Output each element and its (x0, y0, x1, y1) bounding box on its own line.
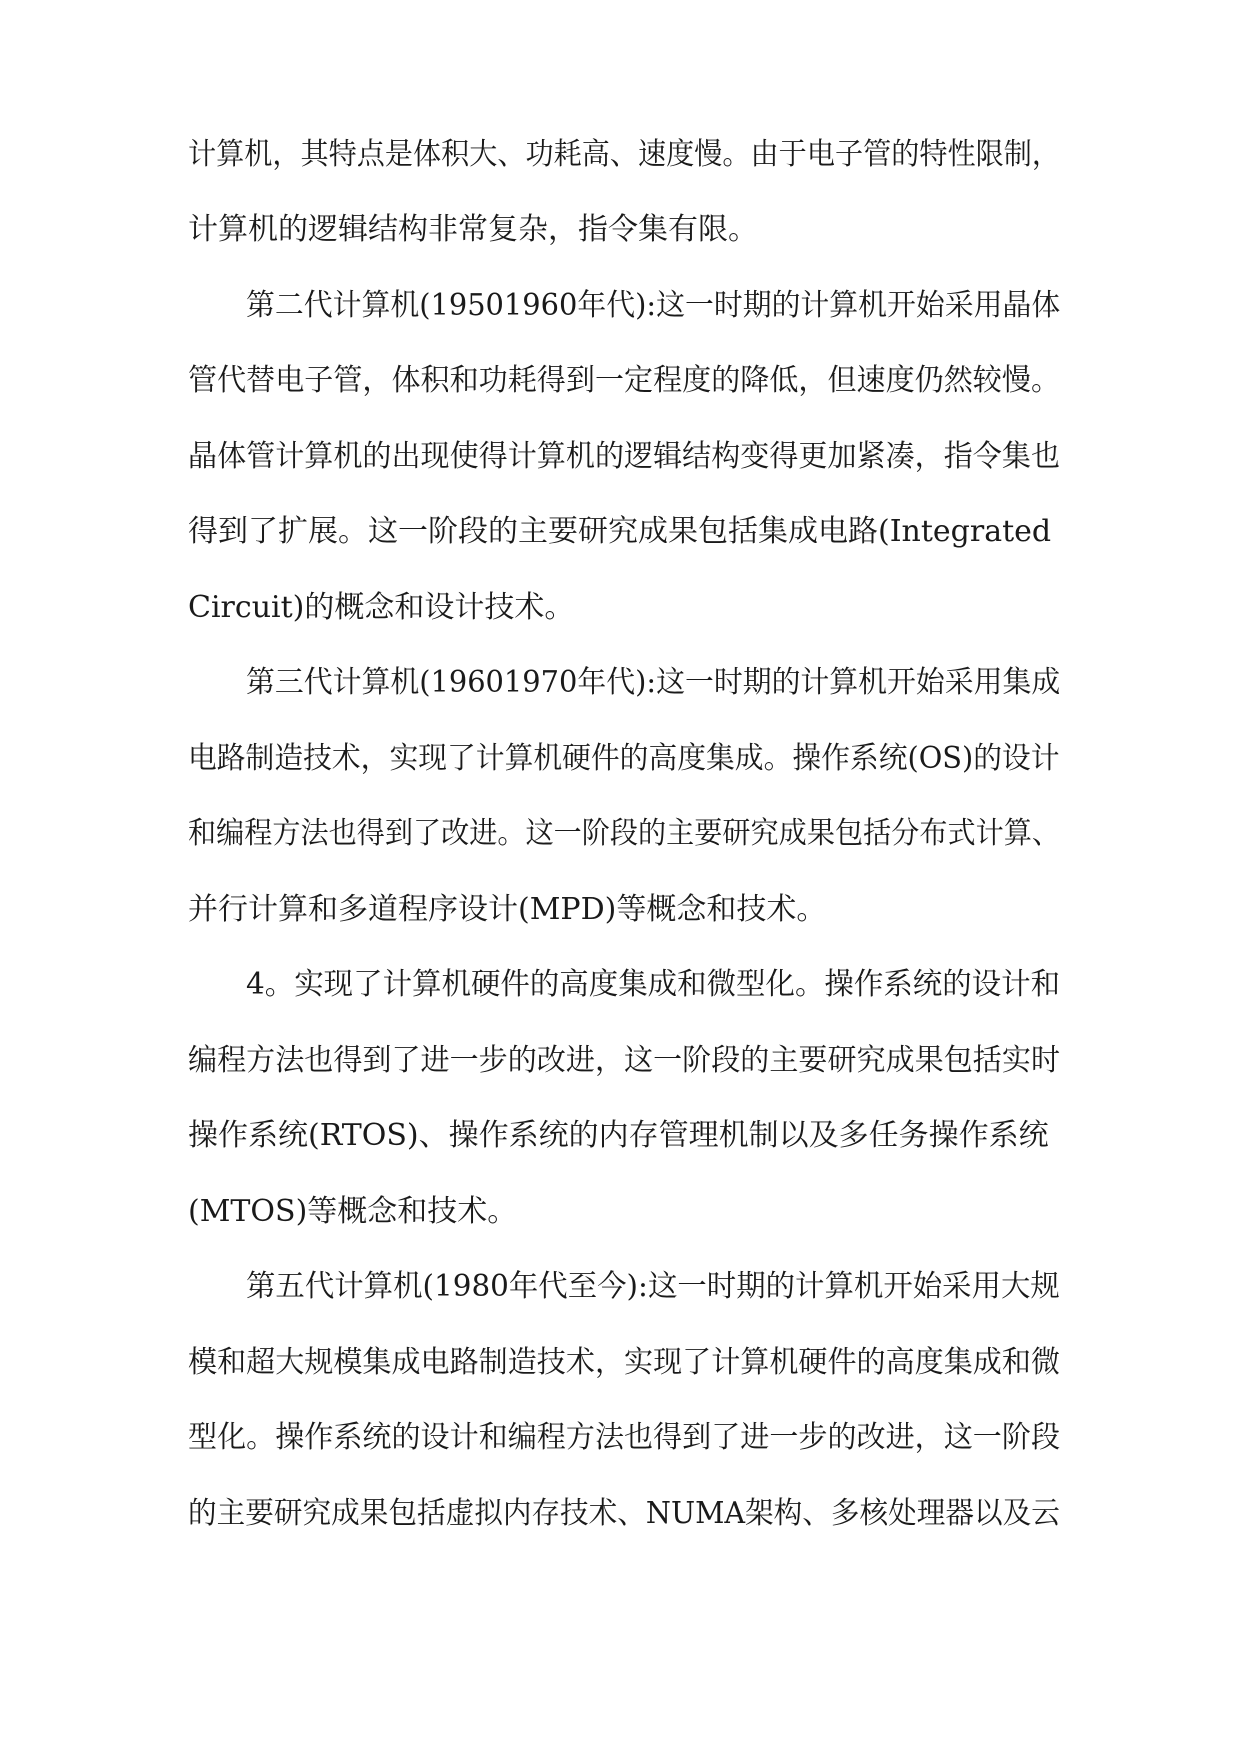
text-line: 型化。操作系统的设计和编程方法也得到了进一步的改进，这一阶段 (188, 1420, 1061, 1455)
text-line: (MTOS)等概念和技术。 (188, 1194, 518, 1229)
text-line: 计算机，其特点是体积大、功耗高、速度慢。由于电子管的特性限制， (188, 137, 1060, 172)
text-line: 编程方法也得到了进一步的改进，这一阶段的主要研究成果包括实时 (188, 1043, 1061, 1078)
paragraph-start-line: 4。实现了计算机硬件的高度集成和微型化。操作系统的设计和 (246, 967, 1061, 1002)
paragraph-start-line: 第五代计算机(1980年代至今):这一时期的计算机开始采用大规 (246, 1269, 1060, 1304)
text-line: Circuit)的概念和设计技术。 (188, 590, 575, 625)
text-line: 管代替电子管，体积和功耗得到一定程度的降低，但速度仍然较慢。 (188, 363, 1061, 398)
text-line: 计算机的逻辑结构非常复杂，指令集有限。 (188, 212, 758, 247)
text-line: 的主要研究成果包括虚拟内存技术、NUMA架构、多核处理器以及云 (188, 1496, 1060, 1531)
text-line: 和编程方法也得到了改进。这一阶段的主要研究成果包括分布式计算、 (188, 816, 1060, 851)
text-line: 操作系统(RTOS)、操作系统的内存管理机制以及多任务操作系统 (188, 1118, 1049, 1153)
text-line: 电路制造技术，实现了计算机硬件的高度集成。操作系统(OS)的设计 (188, 741, 1060, 776)
text-line: 晶体管计算机的出现使得计算机的逻辑结构变得更加紧凑，指令集也 (188, 439, 1061, 474)
paragraph-start-line: 第二代计算机(19501960年代):这一时期的计算机开始采用晶体 (246, 288, 1061, 323)
text-line: 得到了扩展。这一阶段的主要研究成果包括集成电路(Integrated (188, 514, 1052, 549)
paragraph-start-line: 第三代计算机(19601970年代):这一时期的计算机开始采用集成 (246, 665, 1061, 700)
text-line: 模和超大规模集成电路制造技术，实现了计算机硬件的高度集成和微 (188, 1345, 1061, 1380)
text-line: 并行计算和多道程序设计(MPD)等概念和技术。 (188, 892, 827, 927)
